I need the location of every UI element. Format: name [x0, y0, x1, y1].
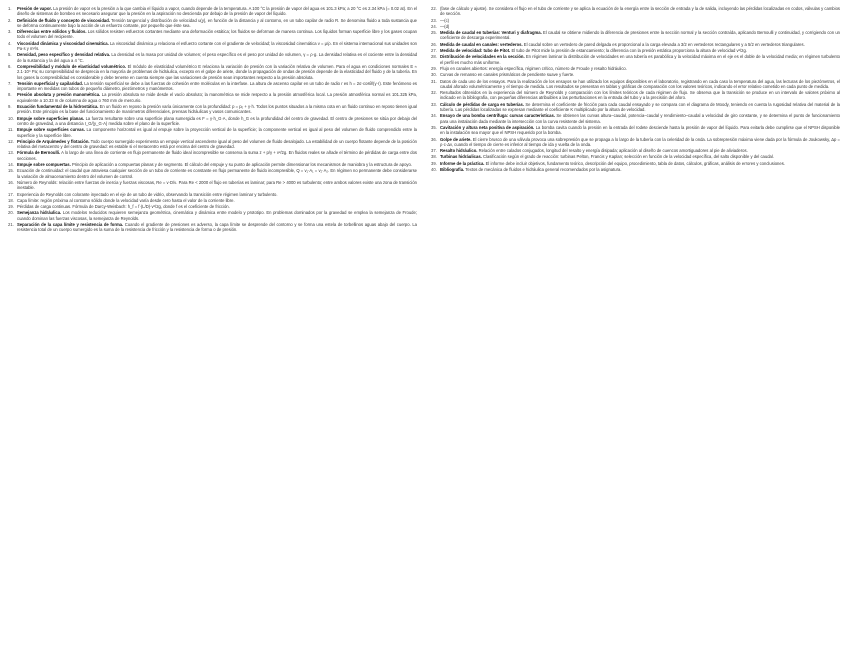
item-body [17, 222, 417, 233]
item-body [440, 148, 840, 153]
item-body [17, 127, 417, 138]
item-lead: Cavitación y altura neta positiva de aspiración. [440, 124, 535, 130]
right-column [431, 6, 840, 649]
item-body [440, 6, 840, 17]
item-number: 9. [8, 104, 12, 110]
list-item [8, 222, 417, 233]
item-text: Todo cuerpo sumergido experimenta un empuje vertical ascendente igual al peso del volumen de fluido desalojado. La estabilidad de un cuerpo flotante depende de la posición relativa del metacentro y del centro de gravedad: es estable si el metacentro está por encima del centro de gravedad. [17, 138, 417, 150]
item-body [440, 113, 840, 124]
item-body [17, 139, 417, 150]
item-text: La presión de vapor es la presión a la que cambia el líquido a vapor, cuando depende de la temperatura. A 100 °C la presión de vapor del agua es 101.3 kPa; a 20 °C es 2.34 kPa (= 0.02 at). En el diseño de sistemas de bombeo es necesario asegurar que la presión en la aspiración no descienda por debajo de la presión de vapor del líquido. [17, 6, 417, 17]
list-item [431, 137, 840, 148]
item-text: Los modelos reducidos requieren semejanza geométrica, cinemática y dinámica entre modelo y prototipo. En problemas dominados por la gravedad se emplea la semejanza de Froude; cuando dominan las fuerzas viscosas, la semejanza de Reynolds. [17, 210, 417, 221]
item-number: 22. [431, 6, 437, 11]
item-number: 13. [8, 150, 14, 156]
item-body [440, 18, 840, 23]
list-item [8, 116, 417, 127]
item-text: Ecuación de continuidad: el caudal que atraviesa cualquier sección de un tubo de corriente es constante en flujo permanente de fluido incompresible, Q = v₁·A₁ = v₂·A₂. En régimen no permanente debe considerarse la variación de almacenamiento dentro del volumen de control. [17, 168, 417, 179]
item-text: Curvas de remanso en canales prismáticos de pendiente suave y fuerte. [440, 72, 575, 78]
list-item [431, 154, 840, 159]
item-number: 5. [8, 52, 12, 58]
item-body [17, 180, 417, 191]
list-item [8, 6, 417, 17]
item-body [17, 116, 417, 127]
item-text: La bomba cavita cuando la presión en la entrada del rodete desciende hasta la presión de vapor del líquido. Para evitarla debe cumplirse que el NPSH disponible en la instalación sea mayor que el NPSH requerido por la bomba. [440, 124, 840, 136]
item-number: 37. [431, 148, 437, 154]
item-number: 15. [8, 168, 14, 174]
item-number: 12. [8, 138, 14, 144]
item-text: Pérdidas de carga continuas. Fórmula de Darcy-Weisbach: h_f = f·(L/D)·v²/2g, donde f es el coeficiente de fricción. [17, 204, 230, 210]
item-number: 38. [431, 154, 437, 160]
item-body [17, 204, 417, 209]
item-number: 14. [8, 162, 14, 168]
item-body [440, 66, 840, 71]
list-item [8, 29, 417, 40]
item-text: Número de Reynolds: relación entre fuerzas de inercia y fuerzas viscosas, Re = v·D/ν. Para Re < 2000 el flujo en tuberías es laminar; para Re > 4000 es turbulento; entre ambos valores existe una zona de transición inestable. [17, 179, 417, 191]
item-text: El módulo de elasticidad volumétrico E relaciona la variación de presión con la variación relativa de volumen. Para el agua en condiciones normales E ≈ 2.1·10⁹ Pa; su compresibilidad se desprecia en la mayoría de problemas de hidráulica, excepto en el golpe de ariete, donde la propagación de ondas de presión depende de la elasticidad del fluido y de la tubería. En los gases la compresibilidad es considerable y debe tenerse en cuenta siempre que las variaciones de presión sean importantes respecto a la presión absoluta. [17, 63, 417, 80]
item-lead: Medida de caudal en canales: vertederos. [440, 41, 523, 47]
list-item [8, 127, 417, 138]
list-item [431, 161, 840, 166]
item-text: Experiencia de Reynolds con colorante inyectado en el eje de un tubo de vidrio, observando la transición entre régimen laminar y turbulento. [17, 191, 278, 197]
item-body [17, 150, 417, 161]
item-text: La componente horizontal es igual al empuje sobre la proyección vertical de la superficie; la componente vertical es igual al peso del volumen de fluido comprendido entre la superficie y la superficie libre. [17, 127, 417, 138]
item-number: 24. [431, 23, 437, 29]
item-text: —(d) [440, 23, 450, 29]
item-body [17, 210, 417, 221]
item-number: 31. [431, 78, 437, 84]
item-lead: Viscosidad dinámica y viscosidad cinemática. [17, 40, 109, 46]
item-body [440, 24, 840, 29]
list-item [8, 162, 417, 167]
item-number: 8. [8, 92, 12, 98]
item-lead: Tensión superficial y capilaridad. [17, 80, 83, 86]
item-body [17, 162, 417, 167]
item-lead: Definición de fluido y concepto de viscosidad. [17, 17, 110, 23]
item-body [440, 72, 840, 77]
list-item [431, 125, 840, 136]
item-body [17, 18, 417, 29]
item-number: 40. [431, 167, 437, 173]
item-body [440, 137, 840, 148]
item-text: El cierre brusco de una válvula provoca una sobrepresión que se propaga a lo largo de la tubería con la celeridad de la onda. La sobrepresión máxima viene dada por la fórmula de Joukowsky, Δp = ρ·c·Δv, cuando el tiempo de cierre es inferior al tiempo de ida y vuelta de la onda. [440, 136, 840, 147]
item-body [440, 125, 840, 136]
item-lead: Ensayo de una bomba centrífuga: curvas características. [440, 113, 555, 119]
item-number: 33. [431, 101, 437, 107]
item-lead: Golpe de ariete. [440, 136, 472, 142]
item-lead: Fórmula de Bernoulli. [17, 150, 61, 156]
list-item [431, 167, 840, 172]
item-lead: Medida de velocidad: tubo de Pitot. [440, 48, 511, 54]
item-body [440, 90, 840, 101]
list-item [431, 72, 840, 77]
list-item [8, 210, 417, 221]
item-number: 30. [431, 72, 437, 78]
item-text: Flujo en canales abiertos: energía específica, régimen crítico, número de Froude y resalto hidráulico. [440, 65, 627, 71]
list-item [431, 102, 840, 113]
item-body [17, 192, 417, 197]
item-body [440, 30, 840, 41]
item-text: En régimen laminar la distribución de velocidades en una tubería es parabólica y la velocidad máxima en el eje es el doble de la velocidad media; en régimen turbulento el perfil es mucho más uniforme. [440, 54, 840, 65]
item-lead: Densidad, peso específico y densidad relativa. [17, 52, 111, 58]
item-text: Relación entre calados conjugados, longitud del resalto y energía disipada; aplicación al diseño de cuencos amortiguadores al pie de aliviaderos. [478, 148, 748, 154]
item-number: 16. [8, 179, 14, 185]
item-body [440, 48, 840, 53]
item-body [17, 52, 417, 63]
item-text: En un fluido en reposo la presión varía únicamente con la profundidad: p = p₀ + γ·h. Todos los puntos situados a la misma cota en un fluido continuo en reposo tienen igual presión. Este principio es la base del funcionamiento de manómetros diferenciales, prensas hidráulicas y vasos comunicantes. [17, 104, 417, 115]
item-number: 11. [8, 127, 14, 133]
list-item [8, 52, 417, 63]
item-number: 34. [431, 113, 437, 119]
item-lead: Cálculo de pérdidas de carga en tuberías. [440, 101, 524, 107]
item-text: Se obtienen las curvas altura–caudal, potencia–caudal y rendimiento–caudal a velocidad de giro constante, y se determina el punto de funcionamiento para una instalación dada mediante la intersección con la curva resistente del sistema. [440, 113, 840, 124]
list-item [431, 113, 840, 124]
list-item [8, 139, 417, 150]
item-lead: Separación de la capa límite y resistencia de forma. [17, 221, 124, 227]
item-number: 29. [431, 65, 437, 71]
item-lead: Medida de caudal en tuberías: Venturi y diafragma. [440, 30, 542, 36]
item-number: 17. [8, 191, 14, 197]
item-text: Los sólidos resisten esfuerzos cortantes mediante una deformación estática; los fluidos se deforman de manera continua. Los líquidos forman superficie libre y los gases ocupan todo el volumen del recipiente. [17, 29, 417, 40]
item-text: (fase de cálculo y ajuste). Se considera el flujo en el tubo de corriente y se aplica la ecuación de la energía entre la sección de entrada y la de salida, incluyendo las pérdidas localizadas en codos, válvulas y cambios de sección. [440, 6, 840, 17]
item-text: Textos de mecánica de fluidos e hidráulica general recomendados por la asignatura. [465, 167, 622, 173]
list-item [431, 79, 840, 90]
item-body [440, 79, 840, 90]
item-lead: Empuje sobre superficies curvas. [17, 127, 85, 133]
item-lead: Empuje sobre compuertas. [17, 162, 71, 168]
item-number: 19. [8, 204, 14, 210]
list-item [431, 6, 840, 17]
list-item [431, 54, 840, 65]
list-item [8, 168, 417, 179]
list-item [8, 150, 417, 161]
list-item [8, 180, 417, 191]
item-text: Datos de cada uno de los ensayos. Para la realización de los ensayos se han utilizado los equipos disponibles en el laboratorio, registrando en cada caso la temperatura del agua, las lecturas de los piezómetros, el caudal aforado volumétricamente y el tiempo de medida. Los resultados se presentan en tablas y gráficas de comparación con los valores teóricos, indicando el error relativo cometido en cada punto de medida. [440, 78, 840, 89]
item-number: 36. [431, 136, 437, 142]
item-body [17, 104, 417, 115]
list-item [8, 81, 417, 92]
item-number: 4. [8, 40, 12, 46]
item-text: El informe debe incluir objetivos, fundamento teórico, descripción del equipo, procedimiento, tabla de datos, cálculos, gráficas, análisis de errores y conclusiones. [485, 160, 785, 166]
item-text: Clasificación según el grado de reacción: turbinas Pelton, Francis y Kaplan; selección en función de la velocidad específica, del salto disponible y del caudal. [482, 154, 774, 160]
item-number: 39. [431, 160, 437, 166]
list-item [8, 198, 417, 203]
item-text: El tubo de Pitot mide la presión de estancamiento; la diferencia con la presión estática proporciona la altura de velocidad v²/2g. [511, 48, 748, 54]
item-lead: Presión absoluta y presión manométrica. [17, 92, 101, 98]
left-column [8, 6, 417, 649]
item-body [17, 41, 417, 52]
item-number: 27. [431, 48, 437, 54]
item-text: La densidad es la masa por unidad de volumen; el peso específico es el peso por unidad de volumen, γ = ρ·g. La densidad relativa es el cociente entre la densidad de la sustancia y la del agua a 4 °C. [17, 52, 417, 63]
list-item [431, 24, 840, 29]
list-item [8, 104, 417, 115]
item-body [440, 154, 840, 159]
item-number: 3. [8, 29, 12, 35]
item-number: 10. [8, 115, 14, 121]
item-lead: Turbinas hidráulicas. [440, 154, 482, 160]
item-body [17, 198, 417, 203]
list-item [8, 92, 417, 103]
item-number: 21. [8, 221, 14, 227]
list-item [8, 204, 417, 209]
item-lead: Diferencias entre sólidos y fluidos. [17, 29, 87, 35]
item-body [440, 54, 840, 65]
item-text: El caudal sobre un vertedero de pared delgada es proporcional a la carga elevada a 3/2 en vertederos rectangulares y a 5/2 en vertederos triangulares. [523, 41, 805, 47]
item-body [440, 167, 840, 172]
item-number: 20. [8, 210, 14, 216]
item-lead: Resalto hidráulico. [440, 148, 478, 154]
list-item [431, 48, 840, 53]
item-body [17, 29, 417, 40]
item-number: 25. [431, 30, 437, 36]
list-item [431, 148, 840, 153]
item-lead: Semejanza hidráulica. [17, 210, 62, 216]
item-lead: Informe de la práctica. [440, 160, 485, 166]
item-number: 23. [431, 17, 437, 23]
item-text: La viscosidad dinámica μ relaciona el esfuerzo cortante con el gradiente de velocidad; la viscosidad cinemática ν = μ/ρ. En el sistema internacional sus unidades son Pa·s y m²/s. [17, 40, 417, 52]
item-text: Se determina el coeficiente de fricción para cada caudal ensayado y se compara con el diagrama de Moody, teniendo en cuenta la rugosidad relativa del material de la tubería. Las pérdidas localizadas se expresan mediante el coeficiente K multiplicado por la altura de velocidad. [440, 101, 840, 113]
item-text: La tensión superficial se debe a las fuerzas de cohesión entre moléculas en la interfase. La altura de ascenso capilar en un tubo de radio r es h = 2σ·cosθ/(γ·r). Este fenómeno es importante en medidas con tubos de pequeño diámetro, piezómetros y manómetros. [17, 80, 417, 92]
item-body [440, 42, 840, 47]
item-text: La presión absoluta se mide desde el vacío absoluto; la manométrica se mide respecto a la presión atmosférica local. La presión atmosférica normal es 101.325 kPa, equivalente a 10.33 m de columna de agua o 760 mm de mercurio. [17, 92, 417, 103]
item-lead: Bibliografía. [440, 167, 465, 173]
item-lead: Empuje sobre superficies planas. [17, 115, 85, 121]
item-body [440, 102, 840, 113]
item-number: 2. [8, 17, 12, 23]
item-body [17, 168, 417, 179]
item-text: Resultados obtenidos en la experiencia del número de Reynolds y comparación con los límites teóricos de cada régimen de flujo. Se observa que la transición se produce en un intervalo de valores próximo al indicado en la bibliografía, con pequeñas diferencias atribuibles a las perturbaciones en la entrada del tubo y a la precisión del aforo. [440, 90, 840, 101]
item-text: El caudal se obtiene midiendo la diferencia de presiones entre la sección normal y la sección contraída, aplicando Bernoulli y continuidad, y corrigiendo con un coeficiente de descarga experimental. [440, 30, 840, 41]
list-item [8, 192, 417, 197]
item-body [440, 161, 840, 166]
list-item [431, 18, 840, 23]
item-text: Cuando el gradiente de presiones es adverso, la capa límite se desprende del contorno y se forma una estela de torbellinos aguas abajo del cuerpo. La resistencia total de un cuerpo sumergido es la suma de la resistencia de fricción y la resistencia de forma o de presión. [17, 221, 417, 233]
item-text: La fuerza resultante sobre una superficie plana sumergida es F = γ·h_G·A, donde h_G es la profundidad del centro de gravedad. El centro de presiones se sitúa por debajo del centro de gravedad, a una distancia I_G/(y_G·A) medida sobre el plano de la superficie. [17, 115, 417, 126]
item-number: 18. [8, 197, 14, 203]
item-number: 28. [431, 54, 437, 60]
item-body [17, 6, 417, 17]
list-item [8, 18, 417, 29]
item-body [17, 92, 417, 103]
item-text: Tensión tangencial y distribución de velocidad u(y), en función de la distancia y al contorno, en un tubo capilar de radio R. Se denomina fluido a toda sustancia que se deforma continuamente bajo la acción de un esfuerzo cortante, por pequeño que éste sea. [17, 17, 417, 28]
item-lead: Distribución de velocidades en la sección. [440, 54, 525, 60]
item-number: 1. [8, 6, 12, 11]
list-item [431, 30, 840, 41]
item-lead: Ecuación fundamental de la hidrostática. [17, 104, 99, 110]
list-item [431, 42, 840, 47]
item-number: 6. [8, 63, 12, 69]
item-lead: Presión de vapor. [17, 6, 52, 11]
item-number: 26. [431, 41, 437, 47]
item-text: —(c) [440, 17, 450, 23]
item-body [17, 64, 417, 80]
list-item [431, 66, 840, 71]
list-item [431, 90, 840, 101]
item-lead: Compresibilidad y módulo de elasticidad volumétrico. [17, 63, 127, 69]
list-item [8, 41, 417, 52]
item-number: 35. [431, 124, 437, 130]
item-body [17, 81, 417, 92]
item-text: Principio de aplicación a compuertas planas y de segmento. El cálculo del empuje y su punto de aplicación permite dimensionar los mecanismos de maniobra y la estructura de apoyo. [71, 162, 413, 168]
item-number: 32. [431, 90, 437, 96]
item-text: A lo largo de una línea de corriente en flujo permanente de fluido ideal incompresible se conserva la suma z + p/γ + v²/2g. En fluidos reales se añade el término de pérdidas de carga entre dos secciones. [17, 150, 417, 161]
list-item [8, 64, 417, 80]
item-lead: Principio de Arquímedes y flotación. [17, 138, 90, 144]
item-number: 7. [8, 80, 12, 86]
item-text: Capa límite: región próxima al contorno sólido donde la velocidad varía desde cero hasta el valor de la corriente libre. [17, 197, 235, 203]
